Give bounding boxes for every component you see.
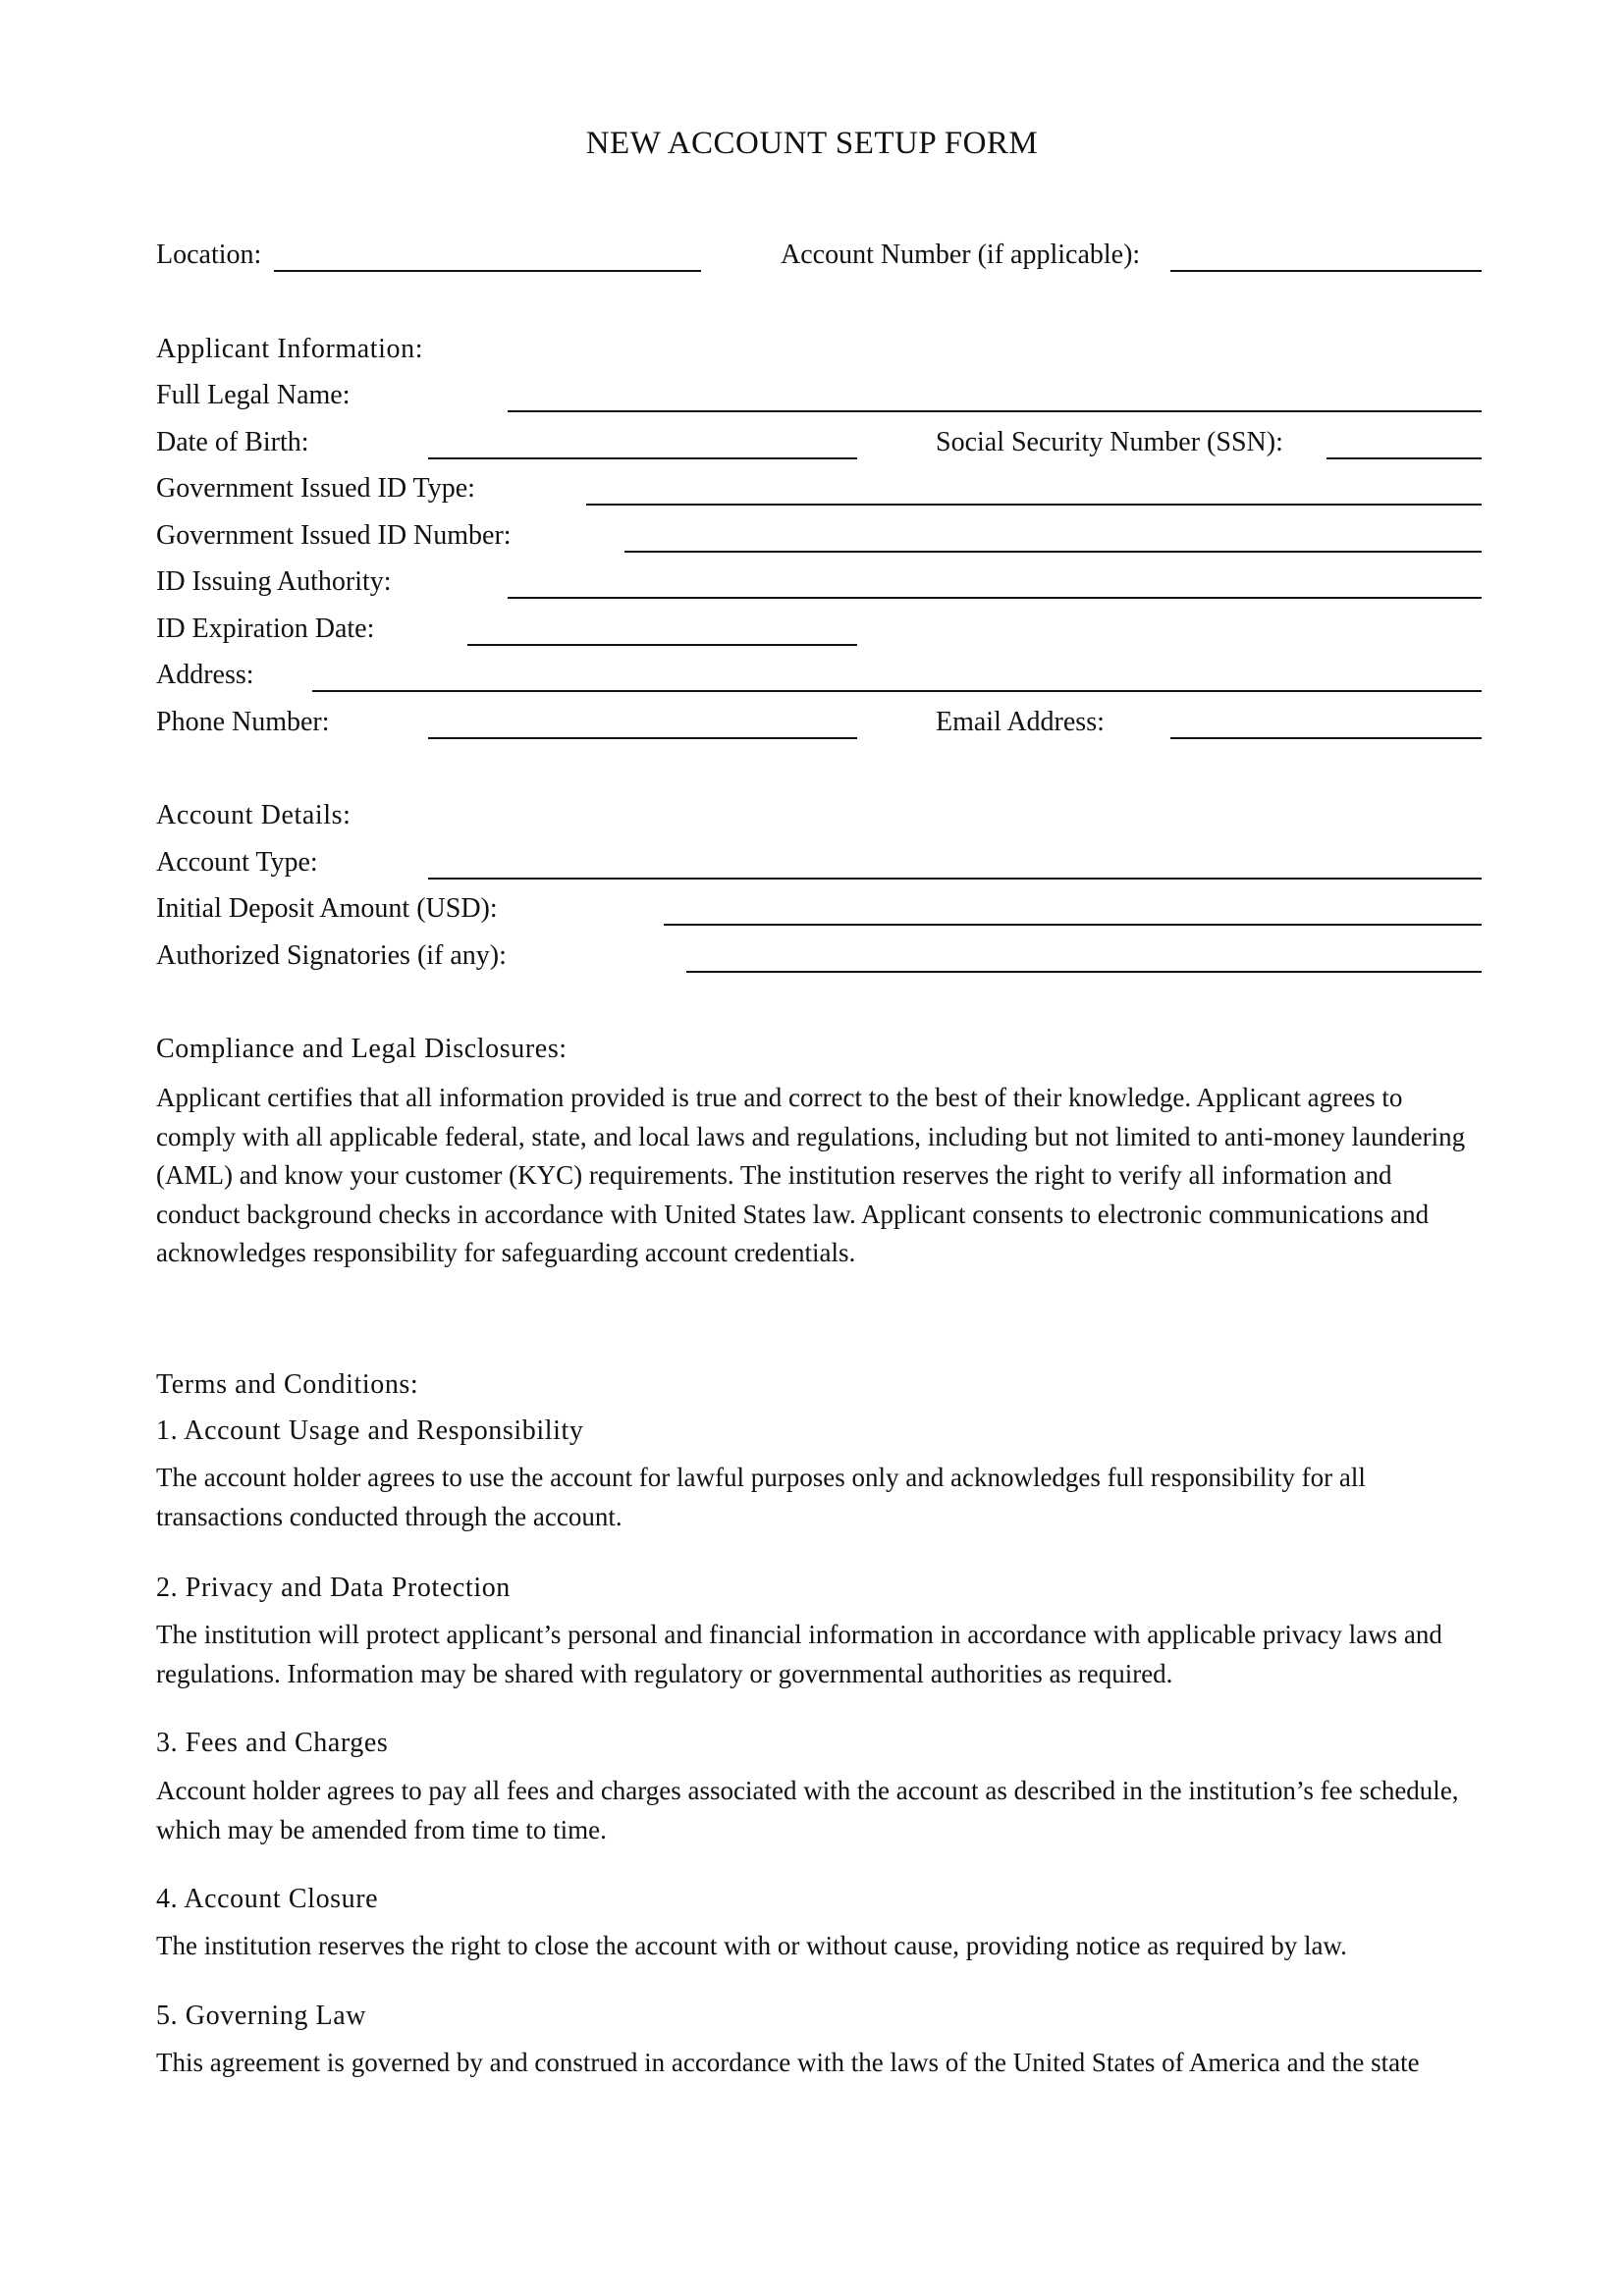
terms-heading: Terms and Conditions: [156,1369,419,1400]
full-legal-name-label: Full Legal Name: [156,380,351,410]
terms-section-title: 2. Privacy and Data Protection [156,1573,511,1603]
id-issuing-authority-label: ID Issuing Authority: [156,566,392,597]
authorized-signatories-field[interactable] [686,971,1482,973]
account-number-label: Account Number (if applicable): [781,240,1141,270]
terms-section-title: 3. Fees and Charges [156,1728,389,1758]
email-label: Email Address: [936,707,1105,737]
gov-id-type-label: Government Issued ID Type: [156,473,475,504]
terms-section-text: The institution will protect applicant’s personal and financial information in accordance with applicable privacy laws and regulations. Information may be shared with regulatory or governmental authorities as required. [156,1620,1442,1688]
phone-field[interactable] [428,737,857,739]
terms-section-text: This agreement is governed by and construed in accordance with the laws of the United States of America and the state [156,2048,1420,2077]
id-expiration-field[interactable] [467,644,857,646]
account-number-field[interactable] [1170,270,1482,272]
address-field[interactable] [312,690,1482,692]
id-expiration-label: ID Expiration Date: [156,614,375,644]
account-type-label: Account Type: [156,847,318,878]
applicant-info-heading: Applicant Information: [156,334,424,364]
address-label: Address: [156,660,254,690]
gov-id-type-field[interactable] [586,504,1482,506]
id-issuing-authority-field[interactable] [508,597,1482,599]
compliance-text: Applicant certifies that all information provided is true and correct to the best of their knowledge. Applicant agrees to comply with all applicable federal, state, and local laws and regulations, including but not limited to anti-money laundering (AML) and know your customer (KYC) requirements. The institution reserves the right to verify all information and conduct background checks in accordance with United States law. Applicant consents to electronic communications and acknowledges responsibility for safeguarding account credentials. [156,1083,1466,1267]
initial-deposit-label: Initial Deposit Amount (USD): [156,893,498,924]
gov-id-number-field[interactable] [624,551,1482,553]
ssn-label: Social Security Number (SSN): [936,427,1283,457]
authorized-signatories-label: Authorized Signatories (if any): [156,940,507,971]
initial-deposit-field[interactable] [664,924,1482,926]
location-field[interactable] [274,270,701,272]
full-legal-name-field[interactable] [508,410,1482,412]
form-title: NEW ACCOUNT SETUP FORM [585,126,1039,161]
terms-section-text: The account holder agrees to use the account for lawful purposes only and acknowledges full responsibility for all transactions conducted through the account. [156,1463,1366,1531]
ssn-field[interactable] [1326,457,1482,459]
date-of-birth-label: Date of Birth: [156,427,309,457]
terms-section-text: The institution reserves the right to close the account with or without cause, providing notice as required by law. [156,1931,1347,1960]
terms-section-title: 5. Governing Law [156,2001,367,2031]
date-of-birth-field[interactable] [428,457,857,459]
account-details-heading: Account Details: [156,800,352,830]
account-type-field[interactable] [428,878,1482,880]
email-field[interactable] [1170,737,1482,739]
terms-section-title: 1. Account Usage and Responsibility [156,1415,584,1446]
phone-label: Phone Number: [156,707,330,737]
terms-section-text: Account holder agrees to pay all fees and charges associated with the account as described in the institution’s fee schedule, which may be amended from time to time. [156,1776,1459,1844]
terms-section-title: 4. Account Closure [156,1884,379,1914]
location-label: Location: [156,240,262,270]
gov-id-number-label: Government Issued ID Number: [156,520,512,551]
compliance-heading: Compliance and Legal Disclosures: [156,1034,568,1064]
